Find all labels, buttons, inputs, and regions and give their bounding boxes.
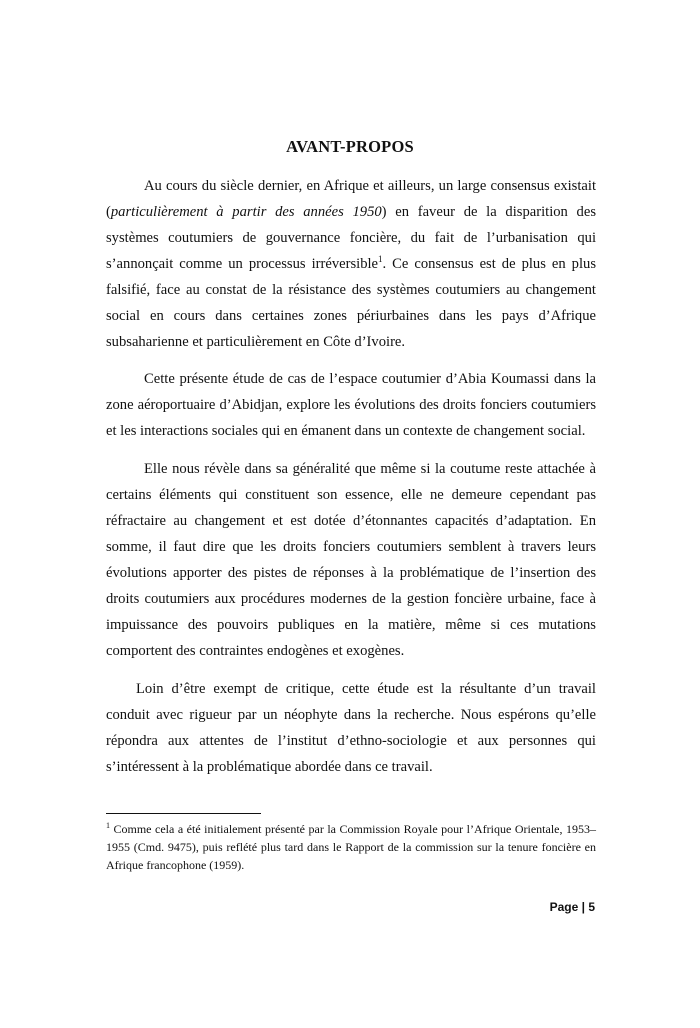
footnote-reference[interactable]: 1	[378, 254, 383, 265]
paragraph-1	[106, 173, 596, 355]
paragraph-1-text-b: ) en faveur de la disparition des systèmes coutumiers de gouvernance foncière, du fait de l’urbanisation qui s’annonçait comme un processus irréversible	[106, 204, 596, 272]
paragraph-4-block	[106, 676, 596, 780]
paragraph-3-block	[106, 456, 596, 664]
page-number: Page | 5	[549, 900, 595, 914]
paragraph-1-text-c: . Ce consensus est de plus en plus falsifié, face au constat de la résistance des systèmes coutumiers au changement social en cours dans certaines zones périurbaines dans les pays d’Afrique subsaharienne et particulièrement en Côte d’Ivoire.	[106, 256, 597, 350]
paragraph-1-italic: particulièrement à partir des années 1950	[110, 204, 382, 220]
footnote-separator	[106, 813, 261, 814]
paragraph-2-block	[106, 366, 596, 444]
paragraph-4: Loin d’être exempt de critique, cette étude est la résultante d’un travail conduit avec rigueur par un néophyte dans la recherche. Nous espérons qu’elle répondra aux attentes de l’institut d’ethno-sociologie et aux personnes qui s’intéressent à la problématique abordée dans ce travail.	[106, 681, 596, 775]
footnote	[106, 820, 596, 874]
paragraph-1-block	[106, 173, 596, 355]
footnote-text: Comme cela a été initialement présenté par la Commission Royale pour l’Afrique Orientale, 1953–1955 (Cmd. 9475), puis reflété plus tard dans le Rapport de la commission sur la tenure foncière en Afrique francophone (1959).	[106, 822, 596, 872]
paragraph-1-text-a: Au cours du siècle dernier, en Afrique et ailleurs, un large consensus existait (	[106, 178, 596, 220]
paragraph-3: Elle nous révèle dans sa généralité que même si la coutume reste attachée à certains éléments qui constituent son essence, elle ne demeure cependant pas réfractaire au changement et est dotée d’étonnantes capacités d’adaptation. En somme, il faut dire que les droits fonciers coutumiers semblent à travers leurs évolutions apporter des pistes de réponses à la problématique de l’insertion des droits coutumiers aux procédures modernes de la gestion foncière urbaine, face à impuissance des pouvoirs publiques en la matière, même si ces mutations comportent des contraintes endogènes et exogènes.	[106, 461, 596, 659]
footnote-number: 1	[106, 821, 110, 830]
paragraph-2: Cette présente étude de cas de l’espace coutumier d’Abia Koumassi dans la zone aéroportuaire d’Abidjan, explore les évolutions des droits fonciers coutumiers et les interactions sociales qui en émanent dans un contexte de changement social.	[106, 371, 596, 439]
page-title: AVANT-PROPOS	[286, 137, 414, 156]
